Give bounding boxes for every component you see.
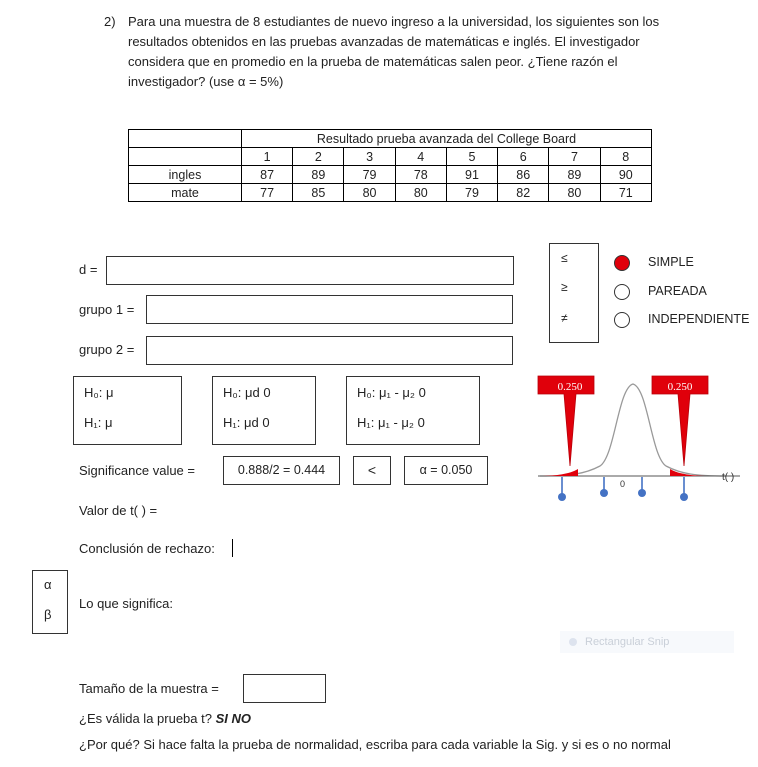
symbol-neq[interactable]: ≠: [561, 311, 568, 325]
column-header: 3: [344, 148, 395, 166]
valor-t-label: Valor de t( ) =: [79, 503, 158, 518]
table-cell: 82: [498, 184, 549, 202]
table-cell: 80: [344, 184, 395, 202]
left-tail-label: 0.250: [557, 381, 583, 393]
left-tail-area: [540, 469, 578, 476]
scores-table: [128, 129, 652, 202]
beta-symbol[interactable]: β: [44, 607, 52, 622]
radio-simple[interactable]: [614, 255, 630, 271]
h1-independent: H₁: μ₁ - μ₂ 0: [357, 415, 425, 430]
significance-value[interactable]: 0.888/2 = 0.444: [223, 456, 340, 485]
comparator-box[interactable]: <: [353, 456, 391, 485]
table-cell: 86: [498, 166, 549, 184]
radio-independiente-label: INDEPENDIENTE: [648, 312, 750, 326]
text-cursor: [232, 539, 233, 557]
alpha-value[interactable]: α = 0.050: [404, 456, 488, 485]
radio-pareada-label: PAREADA: [648, 284, 707, 298]
right-tail-label: 0.250: [667, 381, 693, 393]
table-row: [129, 184, 652, 202]
grupo1-label: grupo 1 =: [79, 302, 135, 317]
row-label-mate: mate: [129, 184, 242, 202]
sample-size-label: Tamaño de la muestra =: [79, 681, 219, 696]
marker-4: [680, 493, 688, 501]
column-header: 7: [549, 148, 600, 166]
column-header: 1: [242, 148, 293, 166]
symbol-geq[interactable]: ≥: [561, 280, 568, 294]
hypothesis-box-paired: [212, 376, 316, 445]
h1-simple: H₁: μ: [84, 415, 113, 430]
table-cell: 85: [293, 184, 344, 202]
h0-paired: H₀: μd 0: [223, 385, 271, 400]
column-header: 2: [293, 148, 344, 166]
table-header-blank: [129, 148, 242, 166]
significance-label: Significance value =: [79, 463, 195, 478]
center-tick-label: 0: [620, 479, 626, 489]
axis-label: t( ): [722, 472, 735, 483]
valid-question-text: ¿Es válida la prueba t?: [79, 711, 212, 726]
table-cell: 90: [600, 166, 651, 184]
valid-answer[interactable]: SI NO: [215, 711, 251, 726]
problem-text: Para una muestra de 8 estudiantes de nuevo ingreso a la universidad, los siguientes son los resultados obtenidos en las pruebas avanzadas de matemáticas e inglés. El investigador considera que en promedio en la prueba de matemáticas salen peor. ¿Tiene razón el investigador? (use α = 5%): [128, 14, 660, 89]
problem-statement: [104, 12, 694, 92]
marker-3: [638, 489, 646, 497]
table-row: [129, 166, 652, 184]
row-label-ingles: ingles: [129, 166, 242, 184]
conclusion-label: Conclusión de rechazo:: [79, 541, 215, 556]
alpha-symbol[interactable]: α: [44, 577, 52, 592]
column-header: 6: [498, 148, 549, 166]
table-title: Resultado prueba avanzada del College Board: [242, 130, 652, 148]
h1-paired: H₁: μd 0: [223, 415, 270, 430]
table-cell: 87: [242, 166, 293, 184]
radio-simple-label: SIMPLE: [648, 255, 694, 269]
symbol-palette: [549, 243, 599, 343]
column-header: 5: [446, 148, 497, 166]
column-header: 8: [600, 148, 651, 166]
table-cell: 79: [344, 166, 395, 184]
d-label: d =: [79, 262, 98, 277]
hypothesis-box-simple: [73, 376, 182, 445]
grupo2-input[interactable]: [146, 336, 513, 365]
d-input[interactable]: [106, 256, 514, 285]
table-cell: 71: [600, 184, 651, 202]
table-cell: 80: [395, 184, 446, 202]
alpha-beta-box: [32, 570, 68, 634]
symbol-leq[interactable]: ≤: [561, 251, 568, 265]
t-distribution-chart: [530, 370, 758, 510]
radio-independiente[interactable]: [614, 312, 630, 328]
sample-size-input[interactable]: [243, 674, 326, 703]
table-cell: 80: [549, 184, 600, 202]
table-cell: 89: [549, 166, 600, 184]
h0-simple: H₀: μ: [84, 385, 114, 400]
marker-1: [558, 493, 566, 501]
why-text: ¿Por qué? Si hace falta la prueba de normalidad, escriba para cada variable la Sig. y si es o no normal: [79, 737, 671, 752]
table-cell: 79: [446, 184, 497, 202]
table-cell: 78: [395, 166, 446, 184]
radio-pareada[interactable]: [614, 284, 630, 300]
significa-label: Lo que significa:: [79, 596, 173, 611]
marker-2: [600, 489, 608, 497]
problem-number: 2): [104, 14, 116, 29]
table-header-row: [129, 148, 652, 166]
table-cell: 89: [293, 166, 344, 184]
table-corner: [129, 130, 242, 148]
grupo2-label: grupo 2 =: [79, 342, 135, 357]
valid-question: [79, 711, 251, 726]
snip-label: Rectangular Snip: [585, 636, 670, 648]
rectangular-snip-overlay[interactable]: [560, 631, 734, 653]
grupo1-input[interactable]: [146, 295, 513, 324]
hypothesis-box-independent: [346, 376, 480, 445]
h0-independent: H₀: μ₁ - μ₂ 0: [357, 385, 426, 400]
table-cell: 91: [446, 166, 497, 184]
table-cell: 77: [242, 184, 293, 202]
column-header: 4: [395, 148, 446, 166]
snip-icon: [569, 638, 577, 646]
